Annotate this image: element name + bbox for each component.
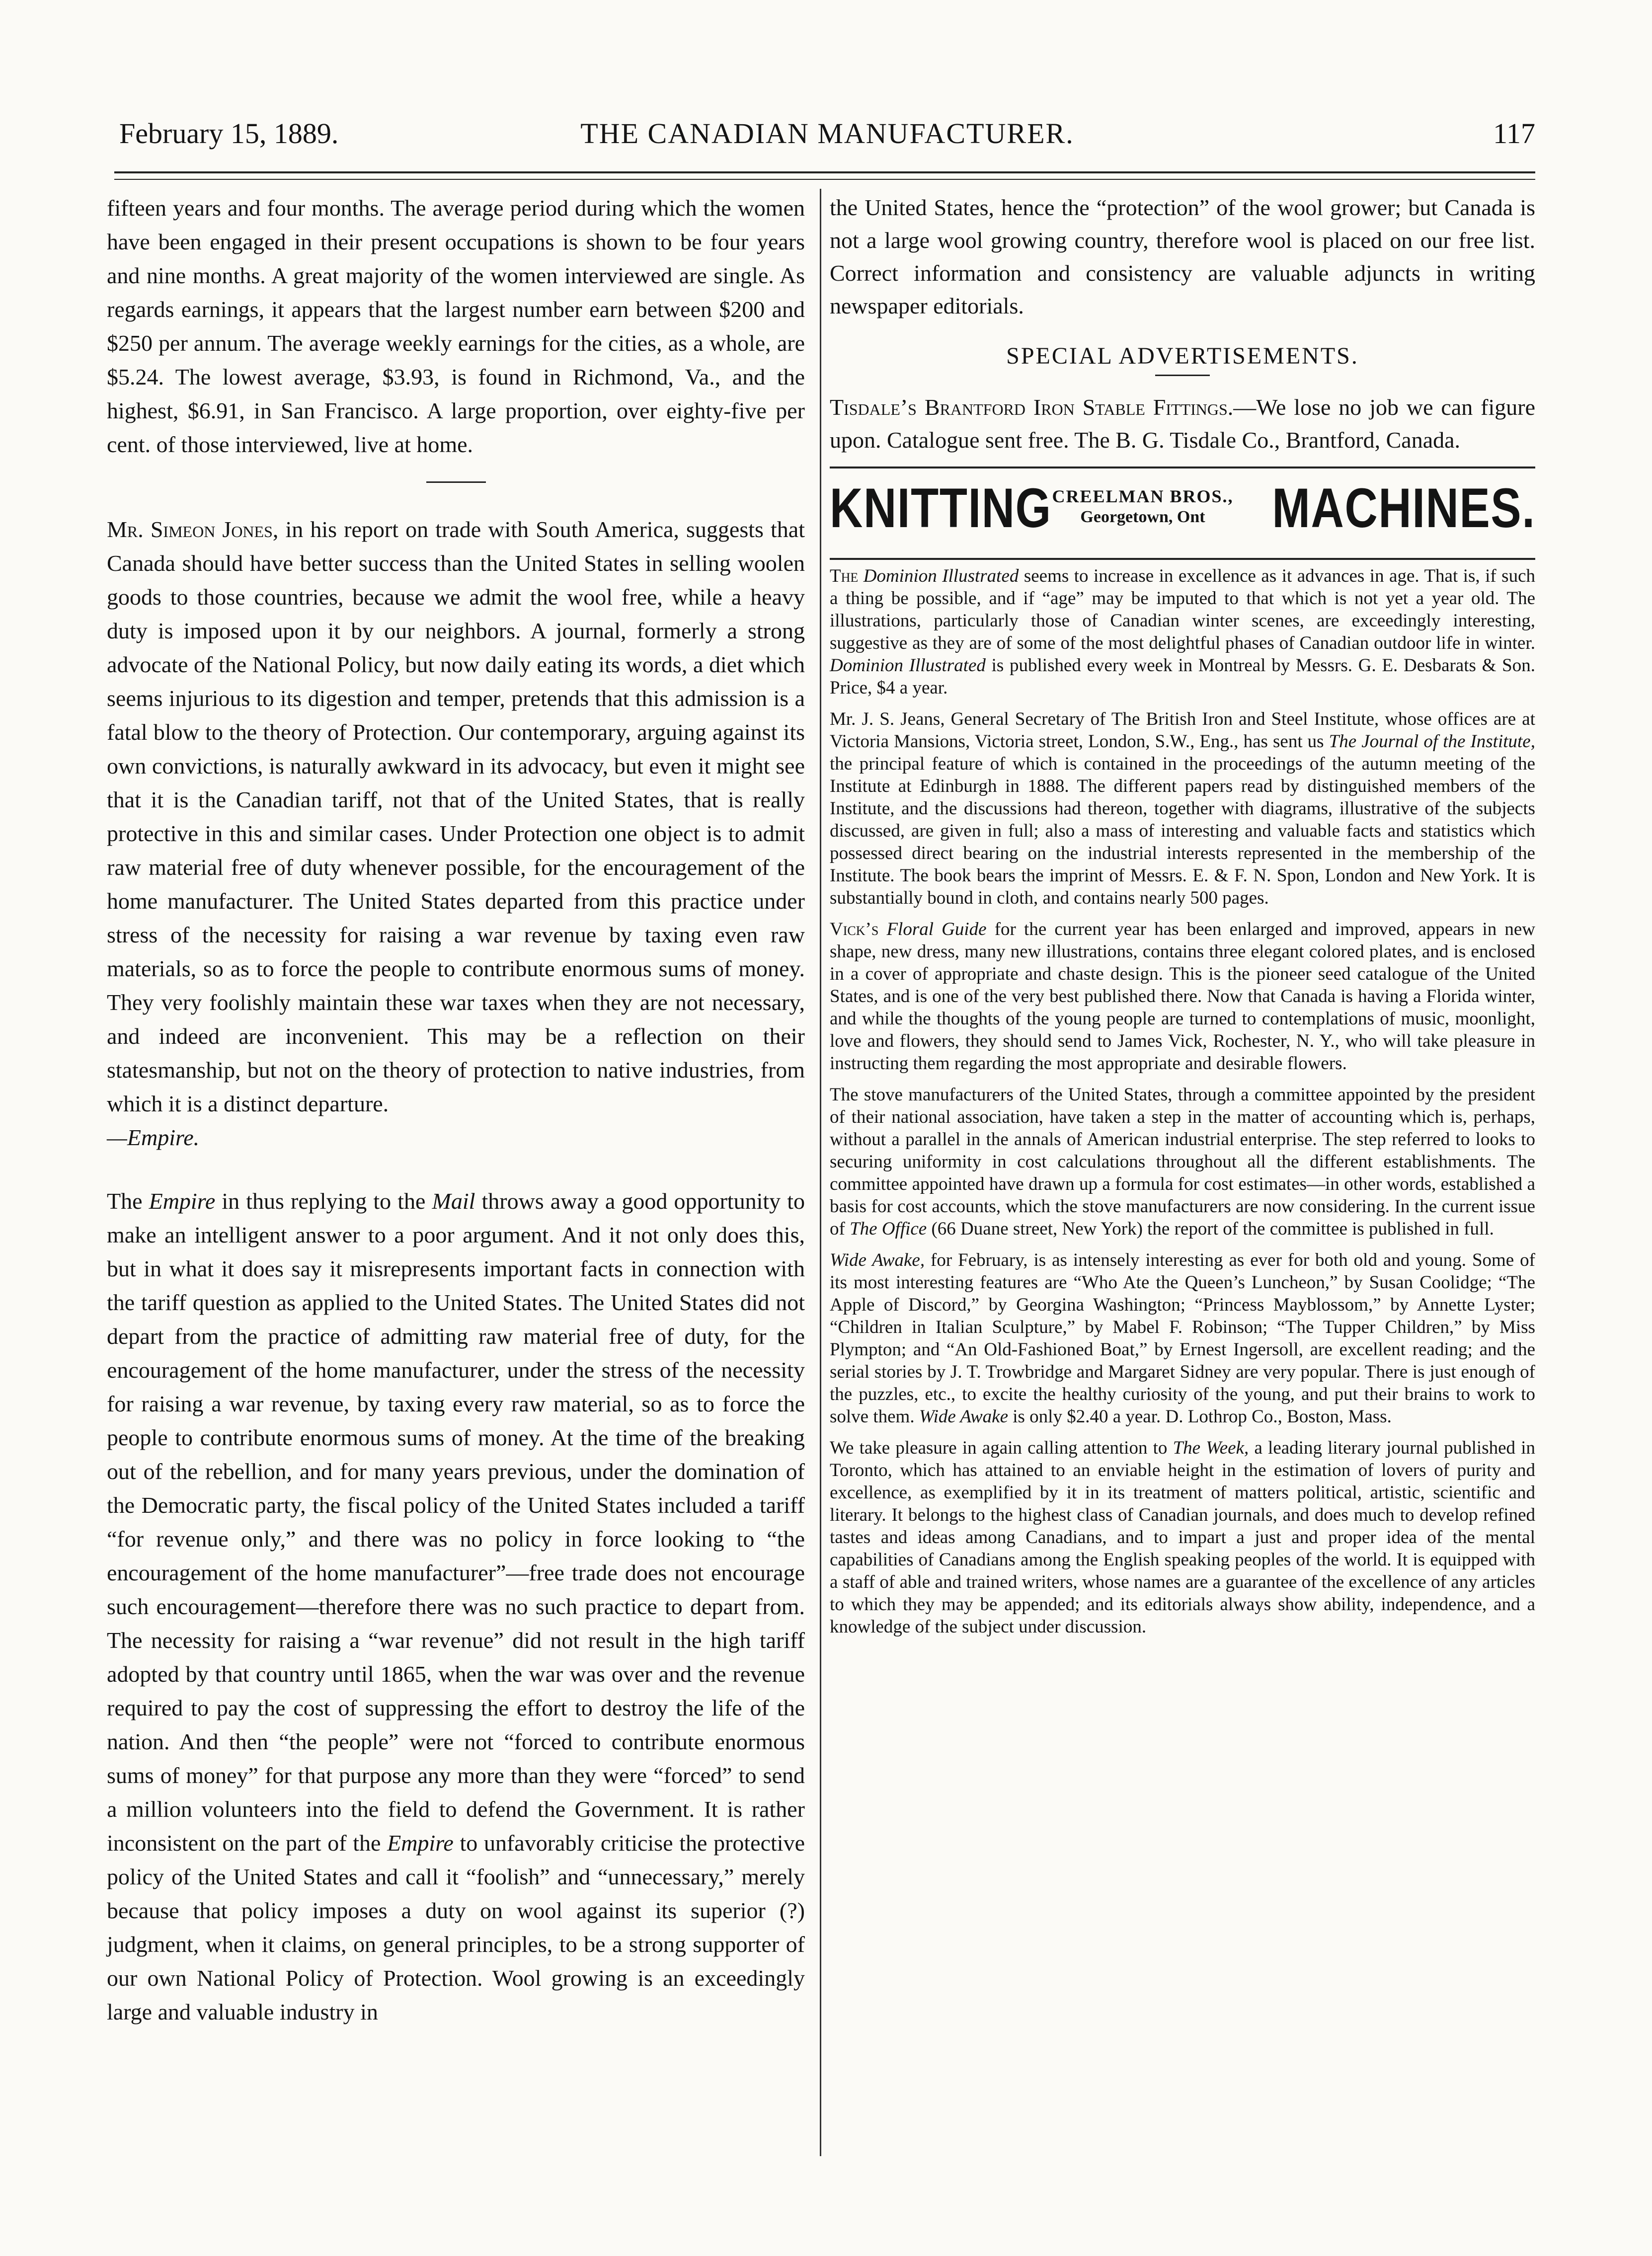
- notice-dominion-illustrated: [830, 565, 1535, 699]
- page-number: 117: [1493, 117, 1535, 150]
- article-lead: Mr. Simeon Jones,: [107, 517, 279, 542]
- ad-company-location: Georgetown, Ont: [1080, 508, 1205, 526]
- article-simeon-jones: [107, 513, 805, 1155]
- publication-name: Empire: [387, 1830, 454, 1856]
- ad-company-name: CREELMAN BROS.,: [1052, 486, 1234, 506]
- notice-stove-manufacturers: [830, 1084, 1535, 1240]
- notice-vicks-floral-guide: [830, 918, 1535, 1075]
- page-header: [119, 107, 1535, 161]
- publication-name: The Journal of the Institute,: [1329, 731, 1535, 752]
- column-divider: [820, 189, 821, 2156]
- notice-wide-awake: [830, 1249, 1535, 1428]
- publication-name: Wide Awake,: [830, 1250, 925, 1270]
- knitting-machines-advertisement: [830, 473, 1535, 548]
- ad-advertiser: [1043, 486, 1242, 528]
- text-run: The stove manufacturers of the United States, through a committee appointed by the president of their national association, have taken a step in the matter of accounting which is, perhaps, without a parallel in the annals of American industrial enterprise. The step referred to looks to securing uniformity in cost calculations throughout all the different establishments. The committee appointed have drawn up a formula for cost estimates—in other words, established a basis for cost accounts, which the stove manufacturers are now considering. In the current issue of: [830, 1085, 1535, 1239]
- text-run: for February, is as intensely interesting as ever for both old and young. Some of its most interesting features are “Who Ate the Queen’s Luncheon,” by Susan Coolidge; “The Apple of Discord,” by Georgina Washington; “Princess Mayblossom,” by Annette Lyster; “Children in Italian Sculpture,” by Mabel F. Robinson; “The Tupper Children,” by Miss Plympton; and “An Old-Fashioned Boat,” by Ernest Ingersoll, are excellent reading; and the serial stories by J. T. Trowbridge and Margaret Sidney are very popular. There is just enough of the puzzles, etc., to excite the healthy curiosity of the young, and put their brains to work to solve them.: [830, 1250, 1535, 1427]
- text-run: (66 Duane street, New York) the report of the committee is published in full.: [927, 1219, 1494, 1239]
- publication-name: The Week,: [1173, 1438, 1249, 1458]
- section-divider: [1155, 375, 1210, 376]
- advertisement-rule: [830, 467, 1535, 468]
- header-rule-secondary: [114, 179, 1535, 180]
- text-run: Vick’s: [830, 919, 887, 939]
- tisdale-advertisement: [830, 391, 1535, 457]
- text-run: seems to increase in excellence as it advances in age. That is, if such a thing be possible, and if “age” may be imputed to that which is not yet a year old. The illustrations, particularly those of Canadian winter scenes, are exceedingly interesting, suggestive as they are of some of the most delightful phases of Canadian outdoor life in winter.: [830, 566, 1535, 653]
- ad-knitting-text: KNITTING: [830, 477, 1052, 539]
- article-women-earnings: fifteen years and four months. The average period during which the women have been engaged in their present occupations is shown to be four years and nine months. A great majority of the women interviewed are single. As regards earnings, it appears that the largest number earn between $200 and $250 per annum. The average weekly earnings for the cities, as a whole, are $5.24. The lowest average, $3.93, is found in Richmond, Va., and the highest, $6.91, in San Francisco. A large proportion, over eighty-five per cent. of those interviewed, live at home.: [107, 195, 805, 457]
- issue-date: February 15, 1889.: [119, 117, 339, 150]
- text-run: We take pleasure in again calling attention to: [830, 1438, 1173, 1458]
- article-source: —Empire.: [107, 1125, 200, 1150]
- publication-name: Dominion Illustrated: [863, 566, 1019, 586]
- text-run: The: [830, 566, 864, 586]
- publication-name: Empire: [149, 1188, 216, 1214]
- text-run: in thus replying to the: [215, 1188, 432, 1214]
- article-continuation: the United States, hence the “protection” of the wool grower; but Canada is not a large wool growing country, therefore wool is placed on our free list. Correct information and consistency are valuable adjuncts in writing newspaper editorials.: [830, 195, 1535, 318]
- article-body: in his report on trade with South America, suggests that Canada should have better success than the United States in selling woolen goods to those countries, because we admit the wool free, while a heavy duty is imposed upon it by our neighbors. A journal, formerly a strong advocate of the National Policy, but now daily eating its words, a diet which seems injurious to its digestion and temper, pretends that this admission is a fatal blow to the theory of Protection. Our contemporary, arguing against its own convictions, is naturally awkward in its advocacy, but even it might see that it is the Canadian tariff, not that of the United States, that is really protective in this and similar cases. Under Protection one object is to admit raw material free of duty whenever possible, for the encouragement of the home manufacturer. The United States departed from this practice under stress of the necessity for raising a war revenue by taxing even raw materials, so as to force the people to contribute enormous sums of money. They very foolishly maintain these war taxes when they are not necessary, and indeed are inconvenient. This may be a reflection on their statesmanship, but not on the theory of protection to native industries, from which it is a distinct departure.: [107, 517, 805, 1116]
- journal-title: THE CANADIAN MANUFACTURER.: [580, 117, 1074, 150]
- advertisement-lead: Tisdale’s Brantford Iron Stable Fittings.: [830, 394, 1234, 420]
- publication-name: The Office: [850, 1219, 927, 1239]
- ad-machines-text: MACHINES.: [1271, 477, 1535, 539]
- text-run: for the current year has been enlarged and improved, appears in new shape, new dress, many new illustrations, contains three elegant colored plates, and is enclosed in a cover of appropriate and chaste design. This is the pioneer seed catalogue of the United States, and is one of the very best published there. Now that Canada is having a Florida winter, and while the thoughts of the young people are turned to contemplations of music, moonlight, love and flowers, they should send to James Vick, Rochester, N. Y., who will take pleasure in instructing them regarding the most appropriate and desirable flowers.: [830, 919, 1535, 1074]
- left-column: [107, 191, 805, 2029]
- advertisement-rule: [830, 558, 1535, 560]
- header-rule: [114, 171, 1535, 173]
- text-run: the principal feature of which is contained in the proceedings of the autumn meeting of the Institute at Edinburgh in 1888. The different papers read by distinguished members of the Institute, and the discussions had thereon, together with diagrams, illustrative of the subjects discussed, are given in full; also a mass of interesting and valuable facts and statistics which possessed direct bearing on the industrial interests represented in the membership of the Institute. The book bears the imprint of Messrs. E. & F. N. Spon, London and New York. It is substantially bound in cloth, and contains nearly 500 pages.: [830, 754, 1535, 908]
- text-run: throws away a good opportunity to make an intelligent answer to a poor argument. And it not only does this, but in what it does say it misrepresents important facts in connection with the tariff question as applied to the United States. The United States did not depart from the practice of admitting raw material free of duty, for the encouragement of the home manufacturer, under the stress of the necessity for raising a war revenue, by taxing every raw material, so as to force the people to contribute enormous sums of money. At the time of the breaking out of the rebellion, and for many years previous, under the domination of the Democratic party, the fiscal policy of the United States included a tariff “for revenue only,” and there was no policy in force looking to “the encouragement of the home manufacturer”—free trade does not encourage such encouragement—therefore there was no such practice to depart from. The necessity for raising a “war revenue” did not result in the high tariff adopted by that country until 1865, when the war was over and the revenue required to pay the cost of suppressing the effort to destroy the life of the nation. And then “the people” were not “forced to contribute enormous sums of money” for that purpose any more than they were “forced” to send a million volunteers into the field to defend the Government. It is rather inconsistent on the part of the: [107, 1188, 805, 1856]
- text-run: is published every week in Montreal by Messrs. G. E. Desbarats & Son. Price, $4 a year.: [830, 655, 1535, 698]
- publication-name: Floral Guide: [886, 919, 987, 939]
- text-run: The: [107, 1188, 149, 1214]
- section-divider: [426, 481, 486, 483]
- notice-the-week: [830, 1437, 1535, 1638]
- text-run: to unfavorably criticise the protective policy of the United States and call it “foolish” and “unnecessary,” merely because that policy imposes a duty on wool against its superior (?) judgment, when it claims, on general principles, to be a strong supporter of our own National Policy of Protection. Wool growing is an exceedingly large and valuable industry in: [107, 1830, 805, 2024]
- publication-name: Wide Awake: [919, 1406, 1008, 1427]
- text-run: a leading literary journal published in Toronto, which has attained to an enviable height in the estimation of lovers of purity and excellence, as exemplified by it in its treatment of matters political, artistic, scientific and literary. It belongs to the highest class of Canadian journals, and does much to develop refined tastes and ideas among Canadians, and to impart a just and proper idea of the mental capabilities of Canadians among the English speaking peoples of the world. It is equipped with a staff of able and trained writers, whose names are a guarantee of the excellence of any articles to which they may be appended; and its editorials always show ability, independence, and a knowledge of the subject under discussion.: [830, 1438, 1535, 1637]
- right-column: [830, 191, 1535, 1647]
- text-run: Mr. J. S. Jeans, General Secretary of The British Iron and Steel Institute, whose offices are at Victoria Mansions, Victoria street, London, S.W., Eng., has sent us: [830, 709, 1535, 752]
- notice-iron-steel-institute: [830, 708, 1535, 909]
- text-run: is only $2.40 a year. D. Lothrop Co., Boston, Mass.: [1008, 1406, 1392, 1427]
- section-heading: SPECIAL ADVERTISEMENTS.: [1006, 343, 1359, 369]
- publication-name: Mail: [432, 1188, 475, 1214]
- article-empire-reply: [107, 1184, 805, 2029]
- publication-name: Dominion Illustrated: [830, 655, 986, 676]
- advertisement-body: —We lose no job we can figure upon. Catalogue sent free. The B. G. Tisdale Co., Brantford, Canada.: [830, 394, 1535, 453]
